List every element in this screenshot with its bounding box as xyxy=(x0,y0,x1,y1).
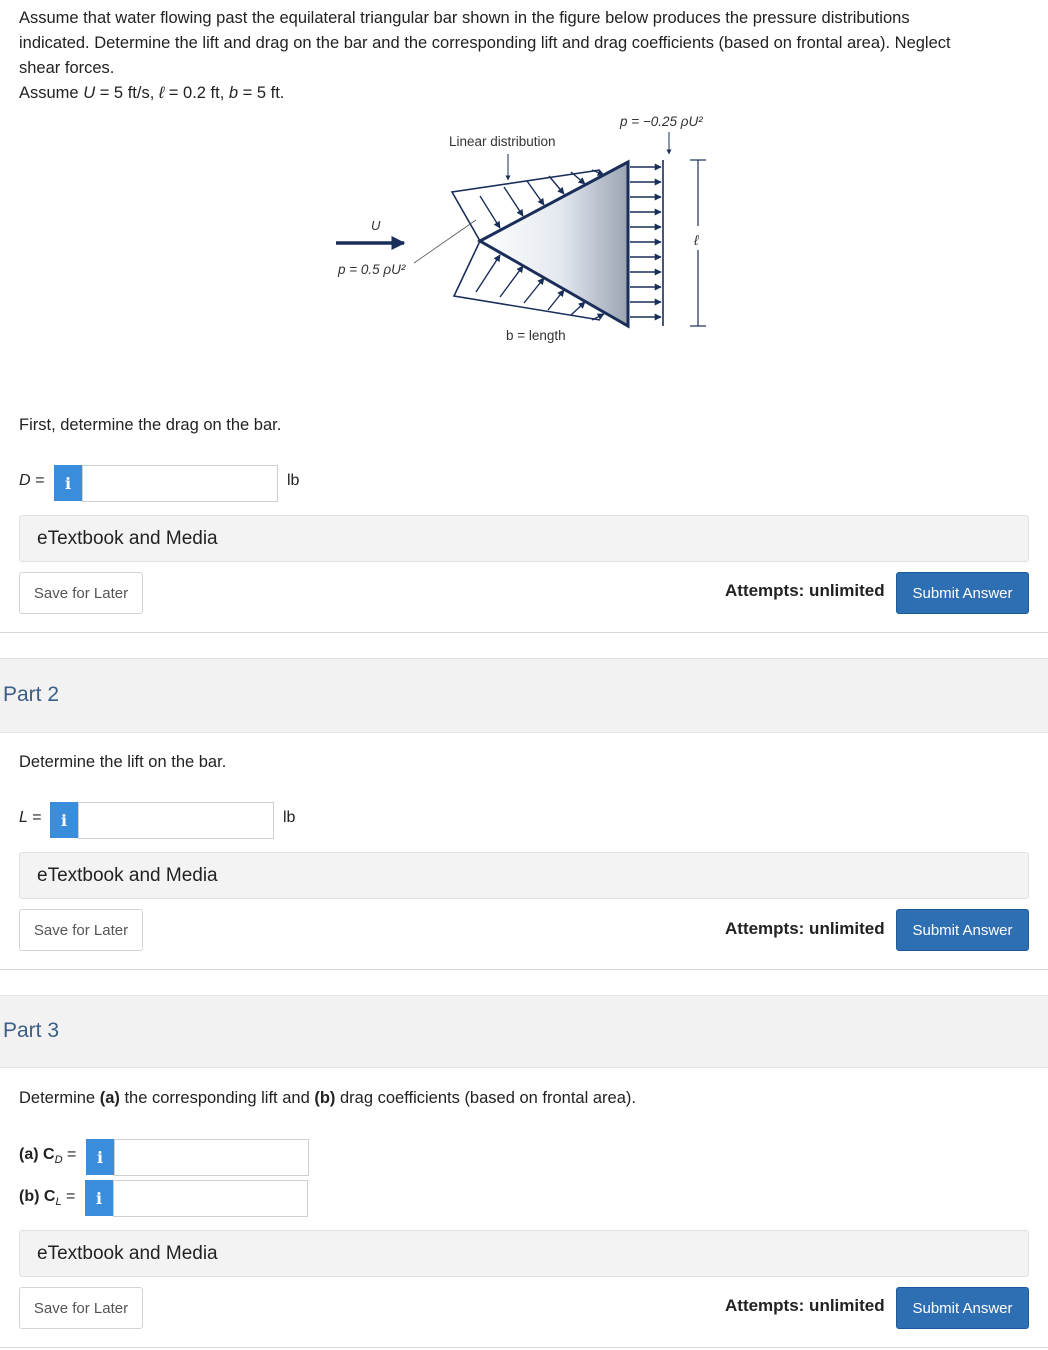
part1-save-for-later-button[interactable]: Save for Later xyxy=(19,572,143,614)
part1-unit: lb xyxy=(287,472,300,489)
assume-b-symbol: b xyxy=(228,84,239,102)
part3-prompt-text-3: drag coefficients (based on frontal area). xyxy=(335,1089,636,1107)
part2-header xyxy=(0,658,1048,733)
part2-etextbook-media[interactable]: eTextbook and Media xyxy=(19,852,1029,899)
ell-dimension-label: ℓ xyxy=(694,232,699,248)
assume-U-symbol: U xyxy=(83,84,96,102)
part3-divider xyxy=(0,1347,1048,1348)
assume-prefix: Assume xyxy=(19,84,79,102)
assume-ell-symbol: ℓ xyxy=(158,84,165,102)
assume-ell-value: = 0.2 ft, xyxy=(164,84,229,102)
part2-title: Part 2 xyxy=(3,683,60,706)
part1-attempts: Attempts: unlimited xyxy=(725,581,885,600)
part3-attempts: Attempts: unlimited xyxy=(725,1296,885,1315)
part2-submit-button[interactable]: Submit Answer xyxy=(896,909,1029,951)
part2-prompt: Determine the lift on the bar. xyxy=(19,753,227,771)
part3-prompt-a-marker: (a) xyxy=(99,1089,120,1107)
part3-cl-label-text: (b) C xyxy=(19,1188,56,1205)
part3-prompt-text-1: Determine xyxy=(19,1089,100,1107)
part2-info-icon[interactable]: i xyxy=(50,802,78,838)
part1-etextbook-media[interactable]: eTextbook and Media xyxy=(19,515,1029,562)
assume-b-value: = 5 ft. xyxy=(238,84,285,102)
part3-cl-equals: = xyxy=(61,1188,76,1205)
part1-submit-button[interactable]: Submit Answer xyxy=(896,572,1029,614)
part3-prompt xyxy=(19,1089,636,1108)
part3-cl-subscript: L xyxy=(55,1196,62,1209)
part3-cd-equals: = xyxy=(62,1146,77,1163)
U-label: U xyxy=(371,218,381,233)
part3-etextbook-media[interactable]: eTextbook and Media xyxy=(19,1230,1029,1277)
part1-info-icon[interactable]: i xyxy=(54,465,82,501)
part3-cl-input[interactable] xyxy=(113,1180,308,1217)
triangular-bar-figure xyxy=(330,108,720,353)
part3-cd-subscript: D xyxy=(54,1154,63,1167)
assumptions-line xyxy=(19,81,1029,106)
part3-save-for-later-button[interactable]: Save for Later xyxy=(19,1287,143,1329)
part3-cd-info-icon[interactable]: i xyxy=(86,1139,114,1175)
part2-var-label: L = xyxy=(19,809,42,826)
part1-divider xyxy=(0,632,1048,633)
linear-distribution-label: Linear distribution xyxy=(449,134,556,149)
part2-save-for-later-button[interactable]: Save for Later xyxy=(19,909,143,951)
assume-U-value: = 5 ft/s, xyxy=(95,84,159,102)
problem-statement xyxy=(19,6,1029,106)
problem-line-3: shear forces. xyxy=(19,59,115,77)
problem-line-1: Assume that water flowing past the equilateral triangular bar shown in the figure below produces the pressure distributions xyxy=(19,9,910,27)
part3-cd-label-text: (a) C xyxy=(19,1146,55,1163)
part1-var-label: D = xyxy=(19,472,45,489)
part1-drag-input[interactable] xyxy=(82,465,278,502)
part2-divider xyxy=(0,969,1048,970)
part3-header xyxy=(0,995,1048,1068)
p-top-label: p = −0.25 ρU² xyxy=(620,114,703,129)
part3-cl-label xyxy=(19,1188,75,1208)
part1-prompt: First, determine the drag on the bar. xyxy=(19,416,282,434)
part3-submit-button[interactable]: Submit Answer xyxy=(896,1287,1029,1329)
part2-unit: lb xyxy=(283,809,296,826)
part3-prompt-text-2: the corresponding lift and xyxy=(119,1089,315,1107)
problem-line-2: indicated. Determine the lift and drag on the bar and the corresponding lift and drag coefficients (based on frontal area). Neglect xyxy=(19,34,951,52)
part3-prompt-b-marker: (b) xyxy=(314,1089,336,1107)
p-left-label: p = 0.5 ρU² xyxy=(338,262,406,277)
part3-cd-label xyxy=(19,1146,76,1166)
b-length-label: b = length xyxy=(506,328,566,343)
part2-lift-input[interactable] xyxy=(78,802,274,839)
part3-cl-info-icon[interactable]: i xyxy=(85,1180,113,1216)
part3-title: Part 3 xyxy=(3,1019,60,1042)
part3-cd-input[interactable] xyxy=(114,1139,309,1176)
part2-attempts: Attempts: unlimited xyxy=(725,919,885,938)
